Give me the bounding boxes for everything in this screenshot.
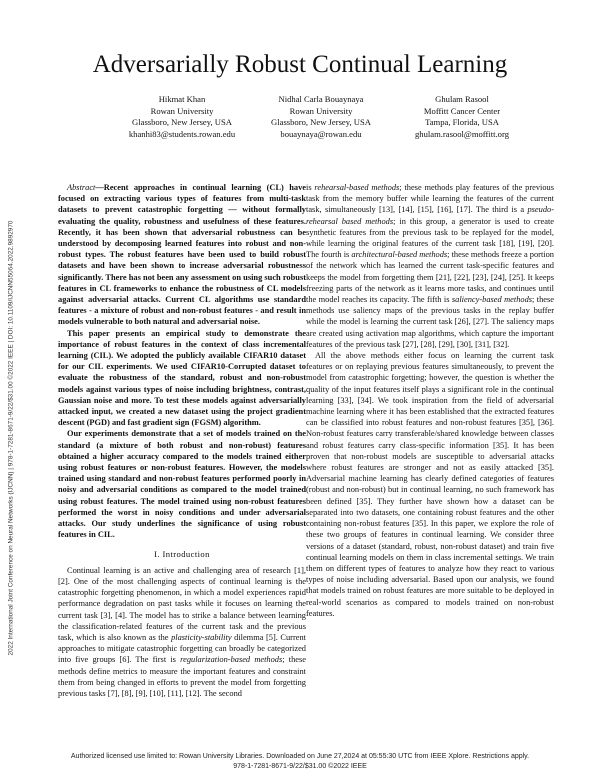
author-name: Nidhal Carla Bouaynaya <box>278 94 364 104</box>
sidebar-citation-text: 2022 International Joint Conference on Neural Networks (IJCNN) | 978-1-7281-8671-9/22/$31.00 ©2022 IEEE | DOI: 10.1109/IJCNN55064.2022.9892970 <box>7 220 15 656</box>
author-email: ghulam.rasool@moffitt.org <box>414 128 509 139</box>
ieee-sidebar <box>4 126 18 750</box>
author-location: Glassboro, New Jersey, USA <box>132 117 232 128</box>
intro-term-regularization: regularization-based methods <box>180 655 283 665</box>
abstract-label: Abstract <box>67 183 96 192</box>
author-affiliation: Rowan University <box>150 105 214 116</box>
intro-text-r1e: ; these methods use saliency maps of the previous tasks in the replay buffer while the model is learning the current task [26], [27]. The saliency maps are created using activation map algorithms, which capture the important features of the previous task [27], [28], [29], [30], [31], [32]. <box>306 295 554 349</box>
footer-license-line: Authorized licensed use limited to: Rowan University Libraries. Downloaded on June 27,2024 at 05:55:30 UTC from IEEE Xplore. Restrictions apply. <box>70 753 530 760</box>
author-location: Tampa, Florida, USA <box>425 117 499 128</box>
intro-paragraph-2: All the above methods either focus on learning the current task features or on replaying previous features simultaneously, to prevent the model from catastrophic forgetting; however, the question is whether the quality of the input features itself plays a significant role in the continual learning [33], [34]. We took inspiration from the field of adversarial machine learning where it has been established that the extracted features can be classified into robust features and non-robust features [35], [36]. Non-robust features carry transferable/shared knowledge between classes and robust features carry class-specific information [35]. It has been proven that non-robust models are susceptible to adversarial attacks where robust features are stronger and not as easily attacked [35]. Adversarial machine learning has clearly defined categories of features (robust and non-robust) but in continual learning, no such framework has been defined [35]. They further have shown how a dataset can be separated into two datasets, one containing robust features and the other containing non-robust features [35]. In this paper, we explore the role of these two groups of features in continual learning. We consider three versions of a dataset (standard, robust, non-robust dataset) and train five continual learning models on them in class incremental settings. We train them on different types of features to analyze how they react to various types of noise including adversarial. Based upon our analysis, we found that models trained on robust features are more suitable to be deployed in real-world scenarios as compared to models trained on non-robust features. <box>306 351 554 618</box>
intro-text-r1b: ; these methods play features of the previous task from the memory buffer while learning the features of the current task, simultaneously [13], [14], [15], [16], [17]. The third is a <box>306 183 554 215</box>
left-column <box>58 182 306 699</box>
author-email: bouaynaya@rowan.edu <box>280 128 362 139</box>
page-footer <box>0 752 600 772</box>
intro-term-pseudo-rehearsal: pseudo-rehearsal based methods <box>306 205 554 226</box>
author-affiliation: Rowan University <box>289 105 353 116</box>
abstract-paragraph-3: Our experiments demonstrate that a set of models trained on the standard (a mixture of both robust and non-robust) features obtained a higher accuracy compared to the models trained either using robust features or non-robust features. However, the models trained using standard and non-robust features performed poorly in noisy and adversarial conditions as compared to the model trained using robust features. The model trained using non-robust features performed the worst in noisy conditions and under adversarial attacks. Our study underlines the significance of using robust features in CIL. <box>58 429 306 540</box>
intro-text-r1d: ; these methods freeze a portion of the network which has learned the current task-specific features and keeps the model from forgetting them [21], [22], [23], [24], [25]. It keeps freezing parts of the network as it learns more tasks, and continues until the model reaches its capacity. The fifth is <box>306 250 554 305</box>
intro-term-saliency: saliency-based methods <box>451 295 533 305</box>
intro-text-r1a: is <box>306 183 315 192</box>
intro-term-rehearsal: rehearsal-based methods <box>314 183 400 192</box>
author-block-3 <box>362 94 562 140</box>
intro-text-1b: dilemma [5]. Current approaches to mitigate catastrophic forgetting can broadly be categorized into five groups [6]. The first is <box>58 632 306 665</box>
abstract-paragraph-1: Abstract—Recent approaches in continual learning (CL) have focused on extracting various types of features from multi-task datasets to prevent catastrophic forgetting — without formally evaluating the quality, robustness and usefulness of these features. Recently, it has been shown that adversarial robustness can be understood by decomposing learned features into robust and non-robust types. The robust features have been used to build robust datasets and have been shown to increase adversarial robustness significantly. There has not been any assessment on using such robust features in CL frameworks to enhance the robustness of CL models against adversarial attacks. Current CL algorithms use standard features - a mixture of robust and non-robust features - and result in models vulnerable to both natural and adversarial noise. <box>58 183 306 327</box>
section-heading-introduction: I. Introduction <box>154 548 210 559</box>
intro-text-1a: Continual learning is an active and challenging area of research [1], [2]. One of the most challenging aspects of continual learning is the catastrophic forgetting phenomenon, in which a model experiences rapid performance degradation on past tasks while it focuses on learning the current task [3], [4]. The model has to strike a balance between learning the classification-related features of the current task and the previous task, which is also known as the <box>58 565 306 642</box>
intro-term-plasticity: plasticity-stability <box>171 632 232 642</box>
author-name: Ghulam Rasool <box>435 94 489 104</box>
author-location: Glassboro, New Jersey, USA <box>271 117 371 128</box>
abstract-paragraph-2: This paper presents an empirical study to demonstrate the importance of robust features in the context of class incremental learning (CIL). We adopted the publicly available CIFAR10 dataset for our CIL experiments. We used CIFAR10-Corrupted dataset to evaluate the robustness of the standard, robust and non-robust models against various types of noise including brightness, contrast, Gaussian noise and more. To test these models against adversarially attacked input, we created a new dataset using the project gradient descent (PGD) and fast gradient sign (FGSM) algorithm. <box>58 328 306 428</box>
author-affiliation: Moffitt Cancer Center <box>423 105 501 116</box>
abstract-text-1: Recent approaches in continual learning (CL) have focused on extracting various types of features from multi-task datasets to prevent catastrophic forgetting — without formally evaluating the quality, robustness and usefulness of these features. Recently, it has been shown that adversarial robustness can be understood by decomposing learned features into robust and non-robust types. The robust features have been used to build robust datasets and have been shown to increase adversarial robustness significantly. There has not been any assessment on using such robust features in CL frameworks to enhance the robustness of CL models against adversarial attacks. Current CL algorithms use standard features - a mixture of robust and non-robust features - and result in models vulnerable to both natural and adversarial noise. <box>58 183 306 327</box>
intro-paragraph-1-continued <box>306 182 554 350</box>
paper-title: Adversarially Robust Continual Learning <box>92 51 508 78</box>
intro-term-architectural: architectural-based methods <box>351 250 448 260</box>
author-email: khanhi83@students.rowan.edu <box>128 128 236 139</box>
author-name: Hikmat Khan <box>158 94 206 104</box>
footer-copyright-line: 978-1-7281-8671-9/22/$31.00 ©2022 IEEE <box>233 763 367 770</box>
intro-text-1c: ; these methods define metrics to measure the important features and constraint them from being changed in efforts to prevent the model from forgetting previous tasks [7], [8], [9], [10], [11], [12]. The second <box>58 655 307 698</box>
intro-paragraph-1 <box>58 565 306 699</box>
intro-text-r1c: ; in this group, a generator is used to create synthetic features from the previous task to be replayed for the model, while learning the original features of the current task [18], [19], [20]. The fourth is <box>306 216 554 260</box>
right-column <box>306 182 554 619</box>
